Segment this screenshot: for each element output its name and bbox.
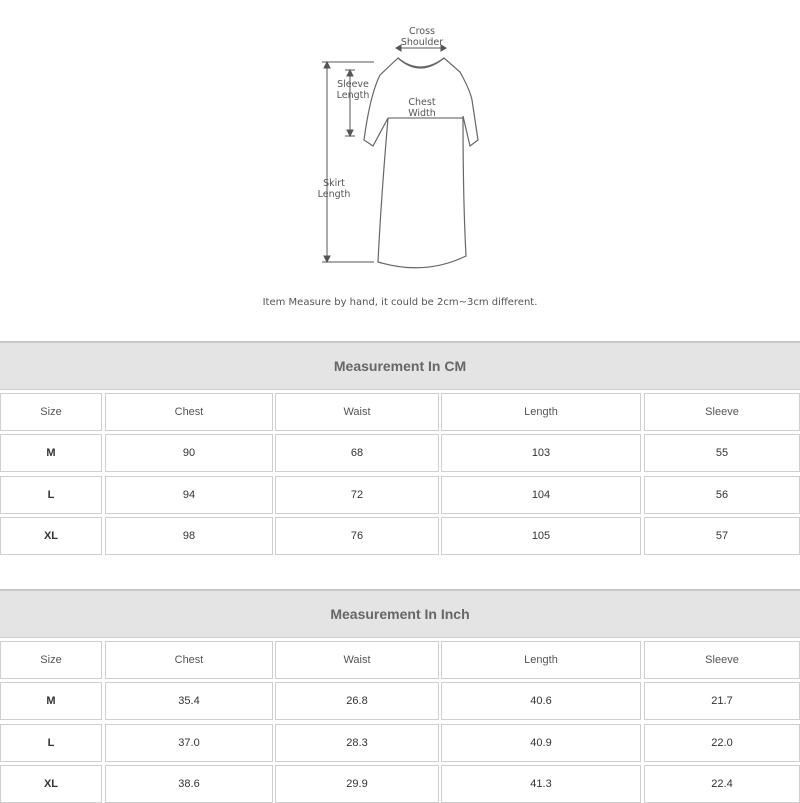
table-cell-chest: 35.4 [105, 682, 273, 720]
table-cell-size: M [0, 682, 102, 720]
dress-outline-drawing [0, 0, 800, 340]
table-cell-chest: 38.6 [105, 765, 273, 803]
skirt-length-label: Skirt Length [317, 178, 351, 200]
table-cell-length: 40.6 [441, 682, 641, 720]
table-cell-length: 103 [441, 434, 641, 472]
header-cell-length: Length [441, 393, 641, 431]
header-cell-waist: Waist [275, 641, 439, 679]
table-title: Measurement In Inch [0, 589, 800, 638]
table-cell-waist: 72 [275, 476, 439, 514]
table-cell-waist: 26.8 [275, 682, 439, 720]
header-cell-length: Length [441, 641, 641, 679]
table-cell-waist: 28.3 [275, 724, 439, 762]
table-cell-length: 104 [441, 476, 641, 514]
table-cell-sleeve: 22.4 [644, 765, 800, 803]
table-cell-waist: 68 [275, 434, 439, 472]
table-cell-size: M [0, 434, 102, 472]
table-cell-size: XL [0, 765, 102, 803]
table-cell-waist: 29.9 [275, 765, 439, 803]
measurement-note: Item Measure by hand, it could be 2cm~3cm different. [262, 297, 538, 308]
header-cell-size: Size [0, 641, 102, 679]
table-cell-chest: 94 [105, 476, 273, 514]
header-cell-chest: Chest [105, 641, 273, 679]
table-title: Measurement In CM [0, 341, 800, 390]
table-cell-sleeve: 55 [644, 434, 800, 472]
table-cell-waist: 76 [275, 517, 439, 555]
header-cell-waist: Waist [275, 393, 439, 431]
header-cell-chest: Chest [105, 393, 273, 431]
table-cell-sleeve: 22.0 [644, 724, 800, 762]
table-cell-size: XL [0, 517, 102, 555]
header-cell-size: Size [0, 393, 102, 431]
table-cell-size: L [0, 476, 102, 514]
header-cell-sleeve: Sleeve [644, 641, 800, 679]
table-cell-length: 105 [441, 517, 641, 555]
table-cell-chest: 37.0 [105, 724, 273, 762]
table-cell-length: 41.3 [441, 765, 641, 803]
cm-size-table [0, 341, 800, 559]
table-cell-sleeve: 56 [644, 476, 800, 514]
table-cell-chest: 90 [105, 434, 273, 472]
table-cell-sleeve: 21.7 [644, 682, 800, 720]
table-cell-length: 40.9 [441, 724, 641, 762]
dress-measurement-diagram [0, 0, 800, 340]
sleeve-length-label: Sleeve Length [336, 79, 370, 101]
header-cell-sleeve: Sleeve [644, 393, 800, 431]
table-cell-chest: 98 [105, 517, 273, 555]
cross-shoulder-label: Cross Shoulder [400, 26, 444, 48]
inch-size-table [0, 589, 800, 800]
chest-width-label: Chest Width [408, 97, 436, 119]
table-cell-sleeve: 57 [644, 517, 800, 555]
table-cell-size: L [0, 724, 102, 762]
